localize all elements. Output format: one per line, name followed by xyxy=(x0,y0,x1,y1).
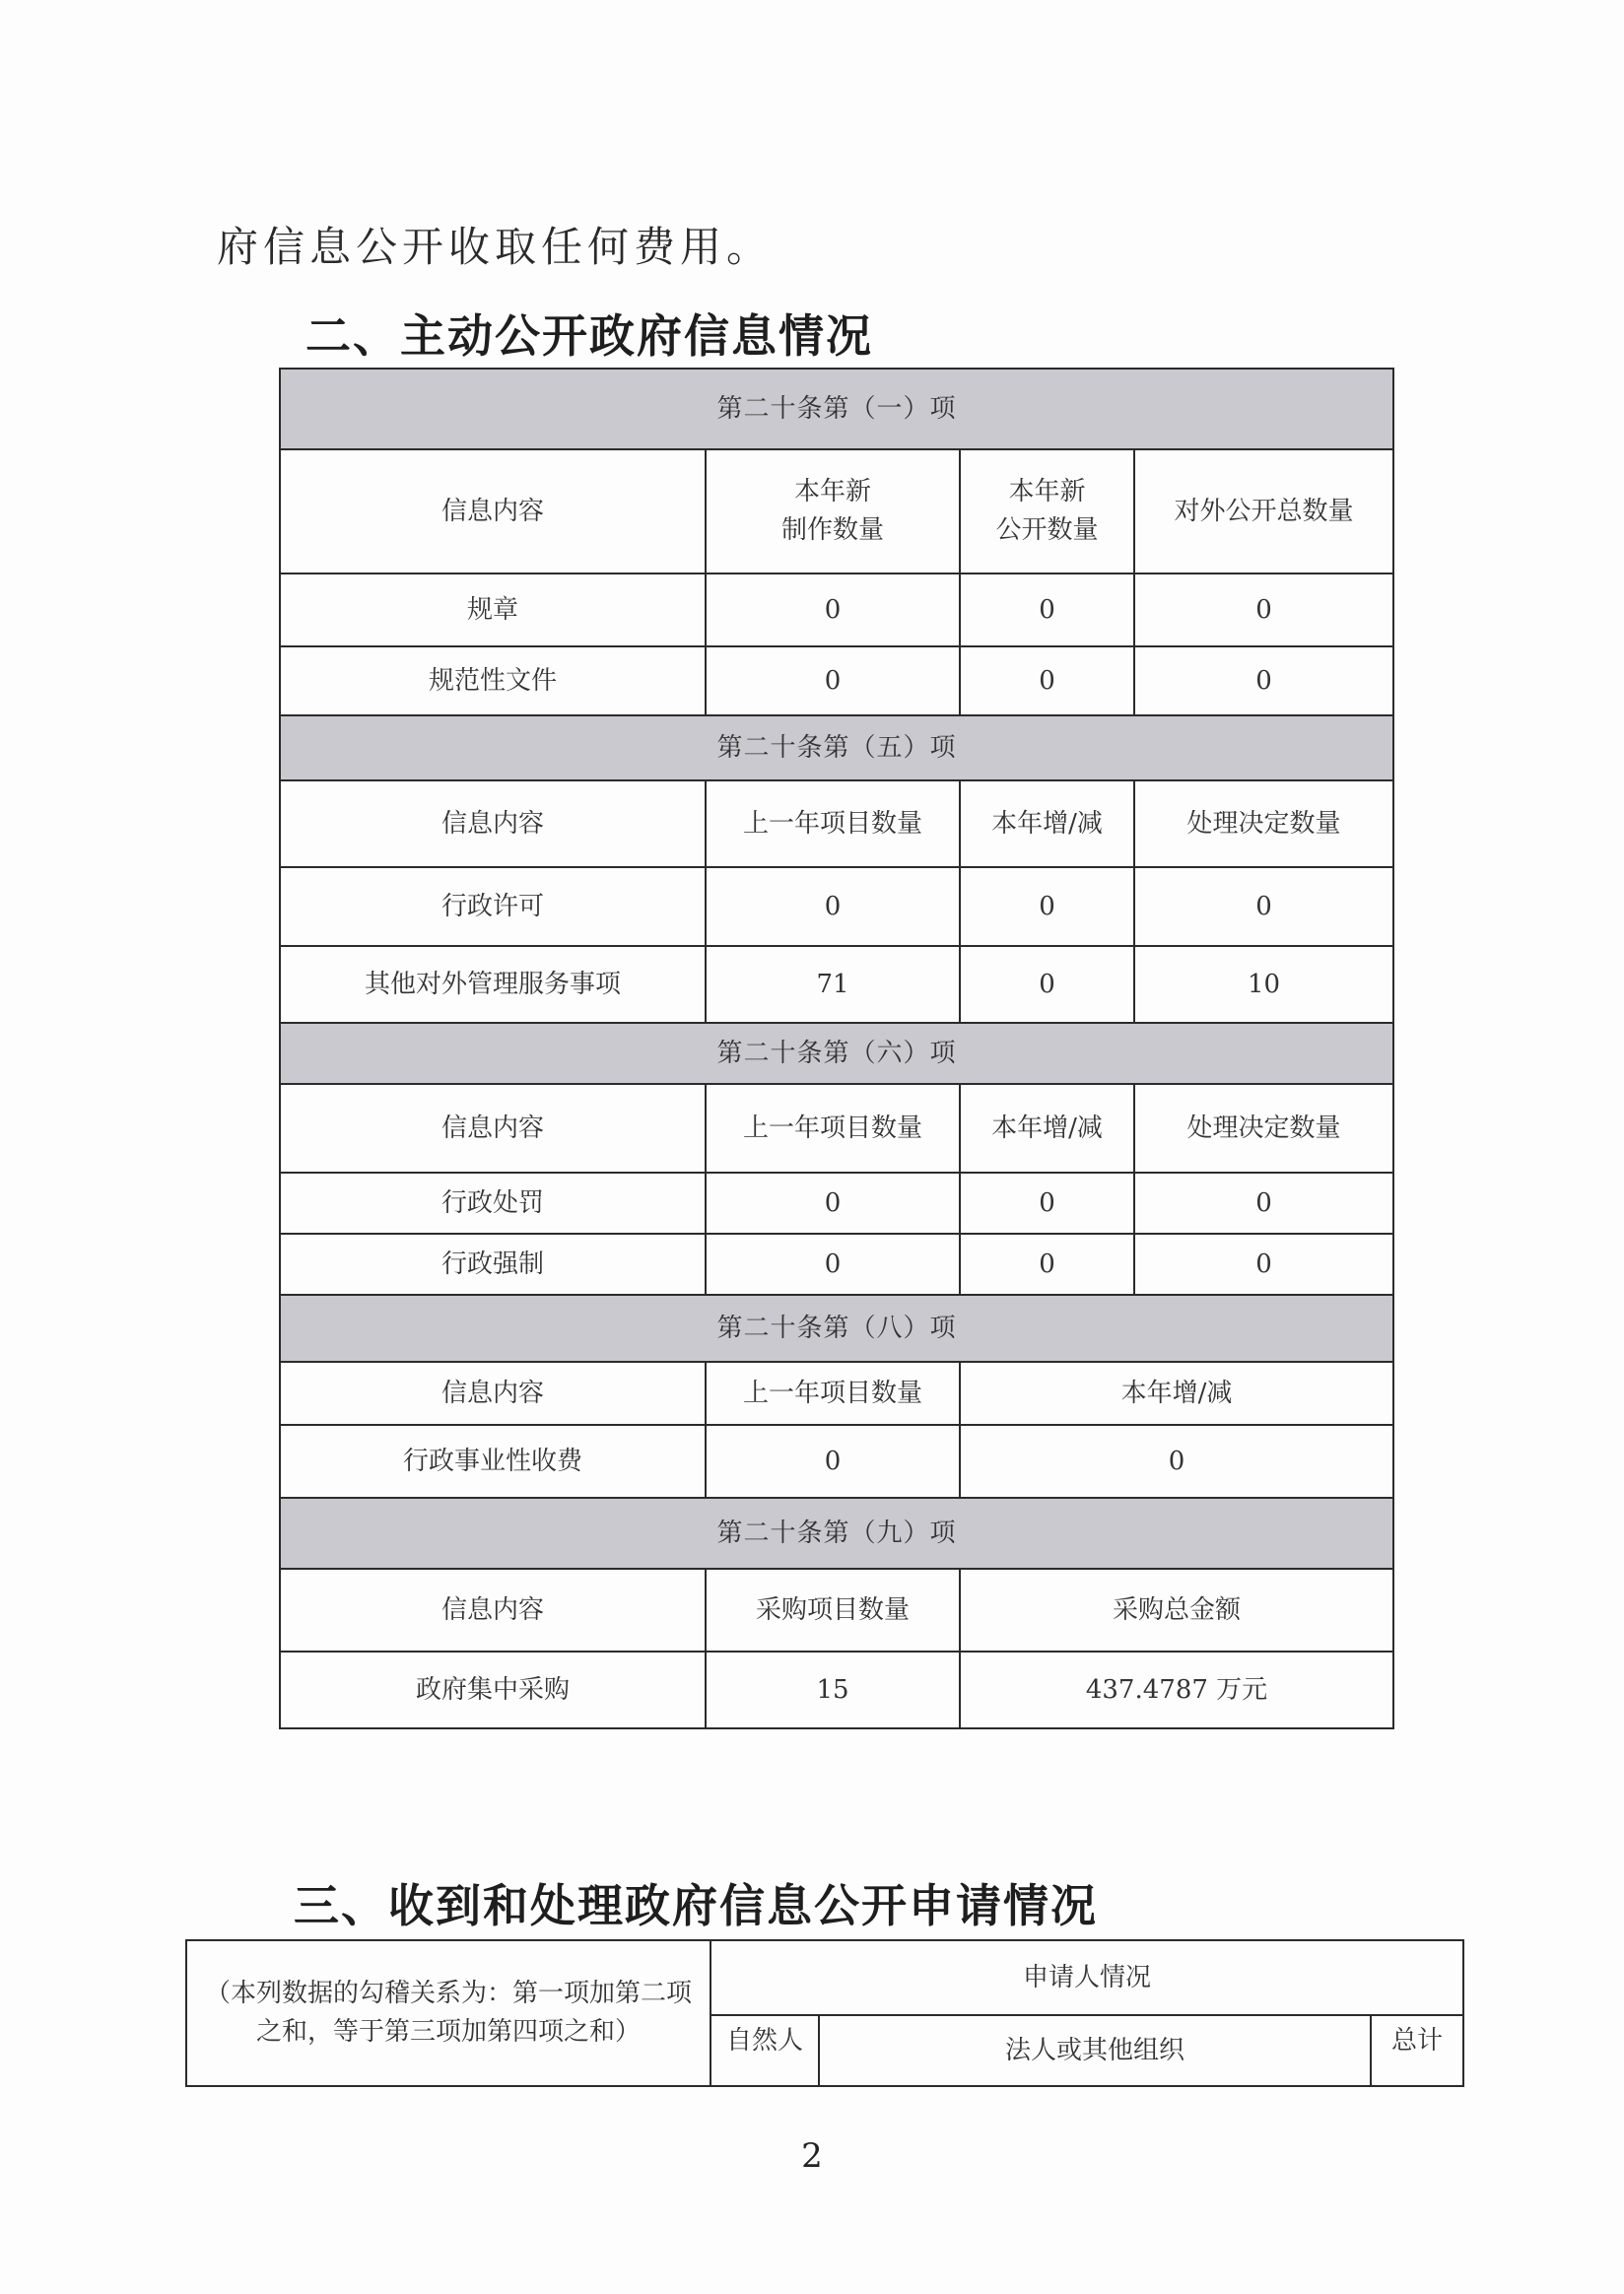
header-cell: 上一年项目数量 xyxy=(706,1362,960,1425)
value-cell: 0 xyxy=(960,646,1134,715)
header-cell: 信息内容 xyxy=(280,449,706,574)
value-cell: 10 xyxy=(1134,946,1393,1023)
value-cell: 0 xyxy=(960,1425,1393,1498)
natural-person-header: 自然人 xyxy=(710,2015,819,2086)
intro-text: 府信息公开收取任何费用。 xyxy=(217,223,774,271)
header-cell: 本年增/减 xyxy=(960,1362,1393,1425)
header-cell: 处理决定数量 xyxy=(1134,1084,1393,1173)
row-label: 政府集中采购 xyxy=(280,1652,706,1728)
header-cell: 上一年项目数量 xyxy=(706,780,960,867)
row-label: 行政事业性收费 xyxy=(280,1425,706,1498)
header-cell: 本年增/减 xyxy=(960,780,1134,867)
value-cell: 0 xyxy=(706,1173,960,1234)
page-number: 2 xyxy=(801,2136,823,2176)
value-cell: 0 xyxy=(960,574,1134,646)
value-cell: 0 xyxy=(960,867,1134,946)
value-cell: 0 xyxy=(1134,867,1393,946)
header-cell: 上一年项目数量 xyxy=(706,1084,960,1173)
header-cell: 信息内容 xyxy=(280,1569,706,1652)
header-cell: 对外公开总数量 xyxy=(1134,449,1393,574)
band-art20-9: 第二十条第（九）项 xyxy=(280,1498,1393,1569)
header-cell: 信息内容 xyxy=(280,1084,706,1173)
value-cell: 0 xyxy=(706,574,960,646)
value-cell: 0 xyxy=(706,1234,960,1295)
row-label: 行政强制 xyxy=(280,1234,706,1295)
row-label: 行政处罚 xyxy=(280,1173,706,1234)
band-art20-5: 第二十条第（五）项 xyxy=(280,715,1393,780)
section2-title: 二、主动公开政府信息情况 xyxy=(305,309,873,363)
value-cell: 71 xyxy=(706,946,960,1023)
value-cell: 0 xyxy=(706,867,960,946)
header-cell: 本年新 公开数量 xyxy=(960,449,1134,574)
header-cell: 本年新 制作数量 xyxy=(706,449,960,574)
value-cell: 0 xyxy=(706,1425,960,1498)
relationship-note: （本列数据的勾稽关系为：第一项加第二项之和，等于第三项加第四项之和） xyxy=(186,1940,710,2086)
row-label: 其他对外管理服务事项 xyxy=(280,946,706,1023)
value-cell: 0 xyxy=(1134,1234,1393,1295)
value-cell: 0 xyxy=(1134,574,1393,646)
value-cell: 437.4787 万元 xyxy=(960,1652,1393,1728)
header-cell: 信息内容 xyxy=(280,1362,706,1425)
row-label: 行政许可 xyxy=(280,867,706,946)
value-cell: 0 xyxy=(960,946,1134,1023)
header-cell: 信息内容 xyxy=(280,780,706,867)
row-label: 规章 xyxy=(280,574,706,646)
band-art20-8: 第二十条第（八）项 xyxy=(280,1295,1393,1362)
value-cell: 0 xyxy=(1134,1173,1393,1234)
applicant-header: 申请人情况 xyxy=(710,1940,1463,2015)
band-art20-6: 第二十条第（六）项 xyxy=(280,1023,1393,1084)
proactive-disclosure-table xyxy=(279,368,1394,1729)
total-header: 总计 xyxy=(1371,2015,1463,2086)
band-art20-1: 第二十条第（一）项 xyxy=(280,369,1393,449)
header-cell: 本年增/减 xyxy=(960,1084,1134,1173)
value-cell: 0 xyxy=(1134,646,1393,715)
row-label: 规范性文件 xyxy=(280,646,706,715)
header-cell: 采购项目数量 xyxy=(706,1569,960,1652)
application-table xyxy=(185,1939,1464,2087)
legal-person-header: 法人或其他组织 xyxy=(819,2015,1371,2086)
value-cell: 0 xyxy=(960,1234,1134,1295)
section3-title: 三、收到和处理政府信息公开申请情况 xyxy=(294,1879,1098,1932)
value-cell: 15 xyxy=(706,1652,960,1728)
header-cell: 处理决定数量 xyxy=(1134,780,1393,867)
header-cell: 采购总金额 xyxy=(960,1569,1393,1652)
value-cell: 0 xyxy=(960,1173,1134,1234)
value-cell: 0 xyxy=(706,646,960,715)
